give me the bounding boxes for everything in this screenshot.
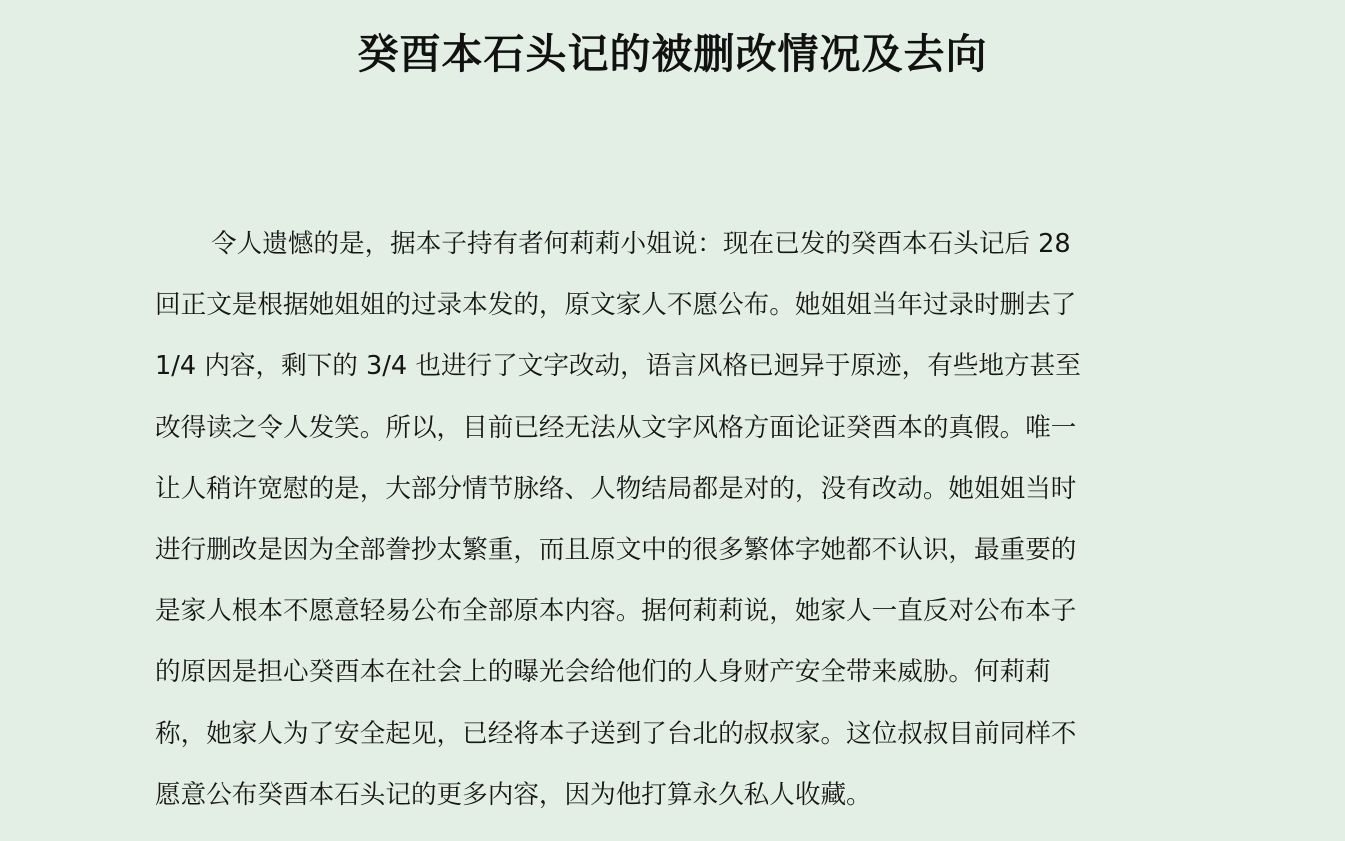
paragraph-line: 愿意公布癸酉本石头记的更多内容，因为他打算永久私人收藏。 [155,779,872,810]
paragraph-line: 令人遗憾的是，据本子持有者何莉莉小姐说：现在已发的癸酉本石头记后 28 [211,229,1071,259]
paragraph-line: 的原因是担心癸酉本在社会上的曝光会给他们的人身财产安全带来威胁。何莉莉 [155,657,1051,688]
paragraph-line: 1/4 内容，剩下的 3/4 也进行了文字改动，语言风格已迥异于原迹，有些地方甚至 [155,351,1081,382]
document-paragraph [155,214,1200,826]
document-title: 癸酉本石头记的被删改情况及去向 [357,30,988,78]
paragraph-line: 改得读之令人发笑。所以，目前已经无法从文字风格方面论证癸酉本的真假。唯一 [155,412,1077,443]
paragraph-line: 称，她家人为了安全起见，已经将本子送到了台北的叔叔家。这位叔叔目前同样不 [155,718,1077,749]
paragraph-line: 是家人根本不愿意轻易公布全部原本内容。据何莉莉说，她家人一直反对公布本子 [155,596,1077,627]
paragraph-line: 回正文是根据她姐姐的过录本发的，原文家人不愿公布。她姐姐当年过录时删去了 [155,290,1077,321]
paragraph-line: 进行删改是因为全部誊抄太繁重，而且原文中的很多繁体字她都不认识，最重要的 [155,534,1077,565]
paragraph-line: 让人稍许宽慰的是，大部分情节脉络、人物结局都是对的，没有改动。她姐姐当时 [155,473,1077,504]
